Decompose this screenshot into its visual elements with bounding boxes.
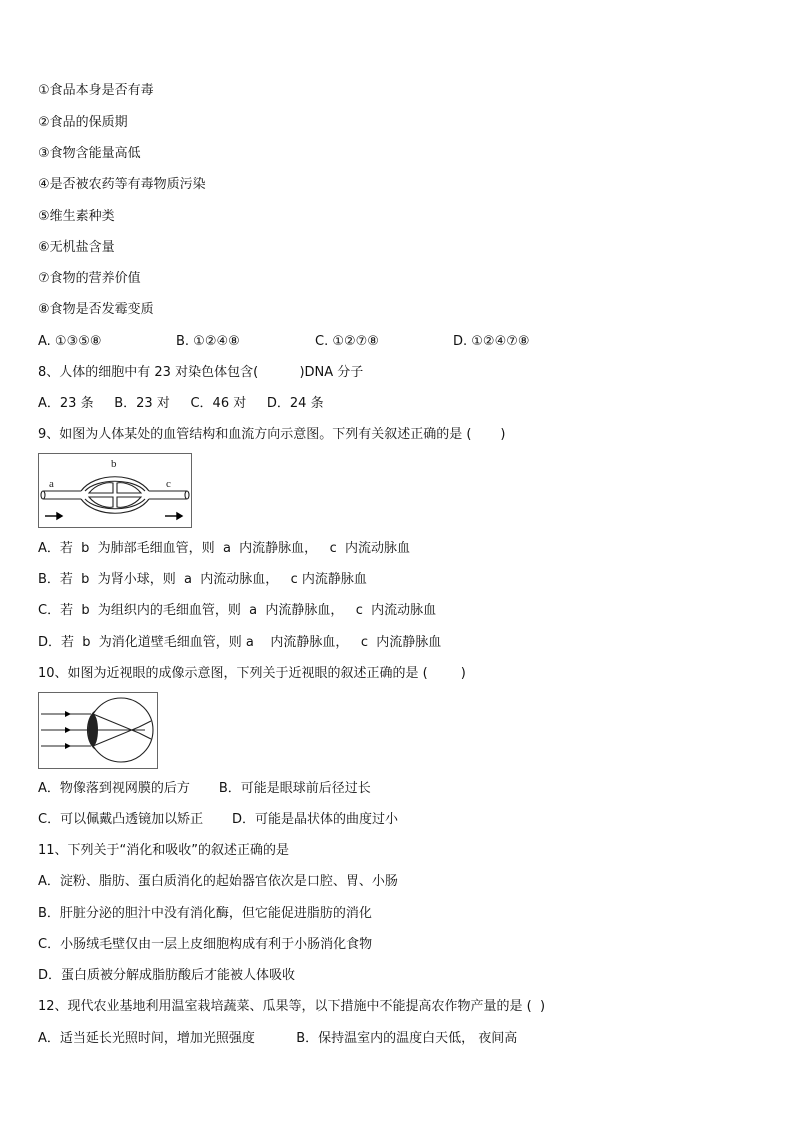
q7-option-a: A. ①③⑤⑧ <box>38 334 102 349</box>
q10-options-ab: A．物像落到视网膜的后方 B．可能是眼球前后径过长 <box>38 781 371 796</box>
q11-stem: 11、下列关于“消化和吸收”的叙述正确的是 <box>38 843 290 858</box>
criterion-8: ⑧食物是否发霉变质 <box>38 302 154 317</box>
criterion-5: ⑤维生素种类 <box>38 209 115 224</box>
q7-option-b: B. ①②④⑧ <box>176 334 240 349</box>
q8-options: A．23 条 B．23 对 C．46 对 D．24 条 <box>38 396 324 411</box>
myopia-eye-figure <box>38 692 158 769</box>
q10-stem: 10、如图为近视眼的成像示意图，下列关于近视眼的叙述正确的是 ( ) <box>38 666 466 681</box>
q10-options-cd: C．可以佩戴凸透镜加以矫正 D．可能是晶状体的曲度过小 <box>38 812 399 827</box>
criterion-3: ③食物含能量高低 <box>38 146 141 161</box>
q9-option-a: A．若 b 为肺部毛细血管，则 a 内流静脉血， c 内流动脉血 <box>38 541 410 556</box>
q11-option-a: A．淀粉、脂肪、蛋白质消化的起始器官依次是口腔、胃、小肠 <box>38 874 398 889</box>
q9-stem: 9、如图为人体某处的血管结构和血流方向示意图。下列有关叙述正确的是 ( ) <box>38 427 506 442</box>
q11-option-d: D．蛋白质被分解成脂肪酸后才能被人体吸收 <box>38 968 296 983</box>
label-b: b <box>111 458 117 470</box>
q9-option-d: D．若 b 为消化道壁毛细血管，则 a 内流静脉血， c 内流静脉血 <box>38 635 442 650</box>
q8-stem: 8、人体的细胞中有 23 对染色体包含( )DNA 分子 <box>38 365 364 380</box>
q7-option-c: C. ①②⑦⑧ <box>315 334 379 349</box>
q11-option-b: B．肝脏分泌的胆汁中没有消化酶，但它能促进脂肪的消化 <box>38 906 372 921</box>
label-c: c <box>166 478 171 490</box>
q9-option-b: B．若 b 为肾小球，则 a 内流动脉血， c 内流静脉血 <box>38 572 367 587</box>
blood-vessel-figure <box>38 453 192 528</box>
q11-option-c: C．小肠绒毛壁仅由一层上皮细胞构成有利于小肠消化食物 <box>38 937 373 952</box>
criterion-4: ④是否被农药等有毒物质污染 <box>38 177 206 192</box>
criterion-7: ⑦食物的营养价值 <box>38 271 141 286</box>
criterion-2: ②食品的保质期 <box>38 115 128 130</box>
criterion-1: ①食品本身是否有毒 <box>38 83 154 98</box>
q12-stem: 12、现代农业基地利用温室栽培蔬菜、瓜果等，以下措施中不能提高农作物产量的是 ( ) <box>38 999 546 1014</box>
criterion-6: ⑥无机盐含量 <box>38 240 115 255</box>
q7-option-d: D. ①②④⑦⑧ <box>453 334 530 349</box>
q12-options: A．适当延长光照时间，增加光照强度 B．保持温室内的温度白天低， 夜间高 <box>38 1031 518 1046</box>
label-a: a <box>49 478 54 490</box>
q9-option-c: C．若 b 为组织内的毛细血管，则 a 内流静脉血， c 内流动脉血 <box>38 603 437 618</box>
